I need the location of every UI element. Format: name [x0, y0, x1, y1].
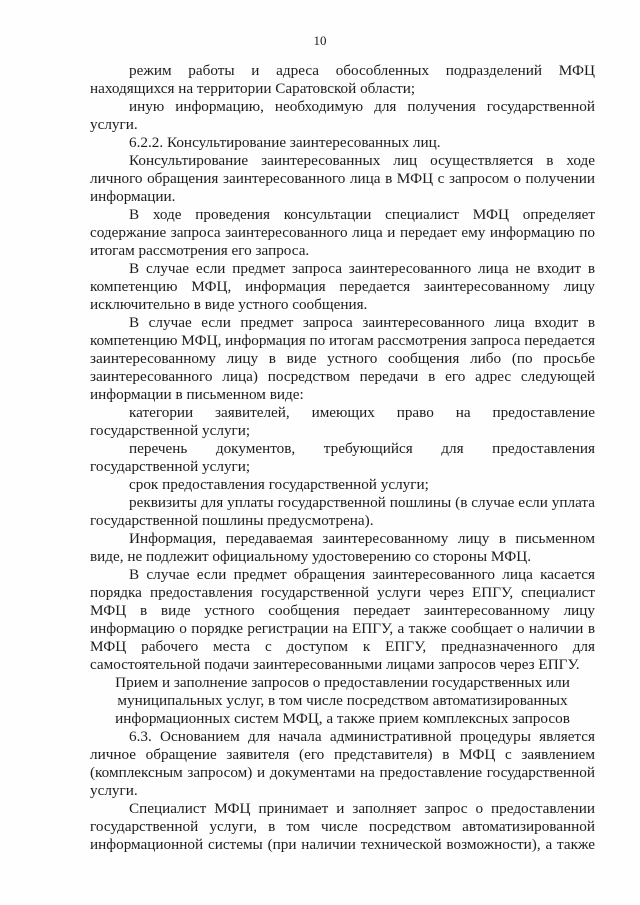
text-line: услуги.	[90, 782, 138, 799]
text-line: иную информацию, необходимую для получения государственной	[129, 98, 595, 115]
text-line: Информация, передаваемая заинтересованному лицу в письменном	[129, 530, 595, 547]
text-line: компетенцию МФЦ, информация по итогам рассмотрения запроса передается	[90, 332, 596, 349]
text-line: Консультирование заинтересованных лиц осуществляется в ходе	[129, 152, 595, 169]
text-line: перечень документов, требующийся для предоставления	[129, 440, 595, 457]
text-line: государственной услуги, в том числе посредством автоматизированной	[90, 818, 595, 835]
text-line: информацию о порядке регистрации на ЕПГУ, а также сообщает о наличии в	[90, 620, 595, 637]
text-line: Специалист МФЦ принимает и заполняет запрос о предоставлении	[129, 800, 595, 817]
section-heading-line: информационных систем МФЦ, а также прием комплексных запросов	[115, 710, 570, 727]
text-line: исключительно в виде устного сообщения.	[90, 296, 368, 313]
text-line: 6.2.2. Консультирование заинтересованных лиц.	[129, 134, 441, 151]
text-line: информации.	[90, 188, 176, 205]
text-line: МФЦ в виде устного сообщения передает заинтересованному лицу	[90, 602, 595, 619]
text-line: порядка предоставления государственной услуги через ЕПГУ, специалист	[90, 584, 595, 601]
text-line: режим работы и адреса обособленных подразделений МФЦ	[129, 62, 595, 79]
text-line: заинтересованному лицу в виде устного сообщения либо (по просьбе	[90, 350, 595, 367]
text-line: личного обращения заинтересованного лица в МФЦ с запросом о получении	[90, 170, 595, 187]
text-line: личное обращение заявителя (его представителя) в МФЦ с заявлением	[90, 746, 595, 763]
text-line: находящихся на территории Саратовской области;	[90, 80, 416, 97]
text-line: заинтересованного лица) посредством передачи в его адрес следующей	[90, 368, 595, 385]
text-line: В ходе проведения консультации специалист МФЦ определяет	[129, 206, 595, 223]
text-line: 6.3. Основанием для начала административной процедуры является	[129, 728, 595, 745]
text-line: В случае если предмет обращения заинтересованного лица касается	[129, 566, 595, 583]
text-line: государственной услуги;	[90, 422, 251, 439]
text-line: МФЦ рабочего места с доступом к ЕПГУ, предназначенного для	[90, 638, 595, 655]
text-line: виде, не подлежит официальному удостоверению со стороны МФЦ.	[90, 548, 531, 565]
text-line: государственной услуги;	[90, 458, 251, 475]
text-line: итогам рассмотрения его запроса.	[90, 242, 310, 259]
text-line: услуги.	[90, 116, 138, 133]
page-number: 10	[313, 33, 327, 48]
text-line: реквизиты для уплаты государственной пошлины (в случае если уплата	[129, 494, 595, 511]
text-line: В случае если предмет запроса заинтересованного лица не входит в	[129, 260, 595, 277]
text-line: информационной системы (при наличии технической возможности), а также	[90, 836, 595, 853]
text-line: компетенцию МФЦ, информация передается заинтересованному лицу	[90, 278, 595, 295]
text-line: государственной пошлины предусмотрена).	[90, 512, 374, 529]
text-line: срок предоставления государственной услуги;	[129, 476, 429, 493]
text-line: информации в письменном виде:	[90, 386, 304, 403]
text-line: (комплексным запросом) и документами на предоставление государственной	[90, 764, 595, 781]
text-line: В случае если предмет запроса заинтересованного лица входит в	[129, 314, 595, 331]
text-line: самостоятельной подачи заинтересованными лицами запросов через ЕПГУ.	[90, 656, 580, 673]
text-line: содержание запроса заинтересованного лица и передает ему информацию по	[90, 224, 595, 241]
section-heading-line: муниципальных услуг, в том числе посредством автоматизированных	[117, 692, 568, 709]
text-line: категории заявителей, имеющих право на предоставление	[129, 404, 595, 421]
section-heading-line: Прием и заполнение запросов о предоставлении государственных или	[115, 674, 570, 691]
